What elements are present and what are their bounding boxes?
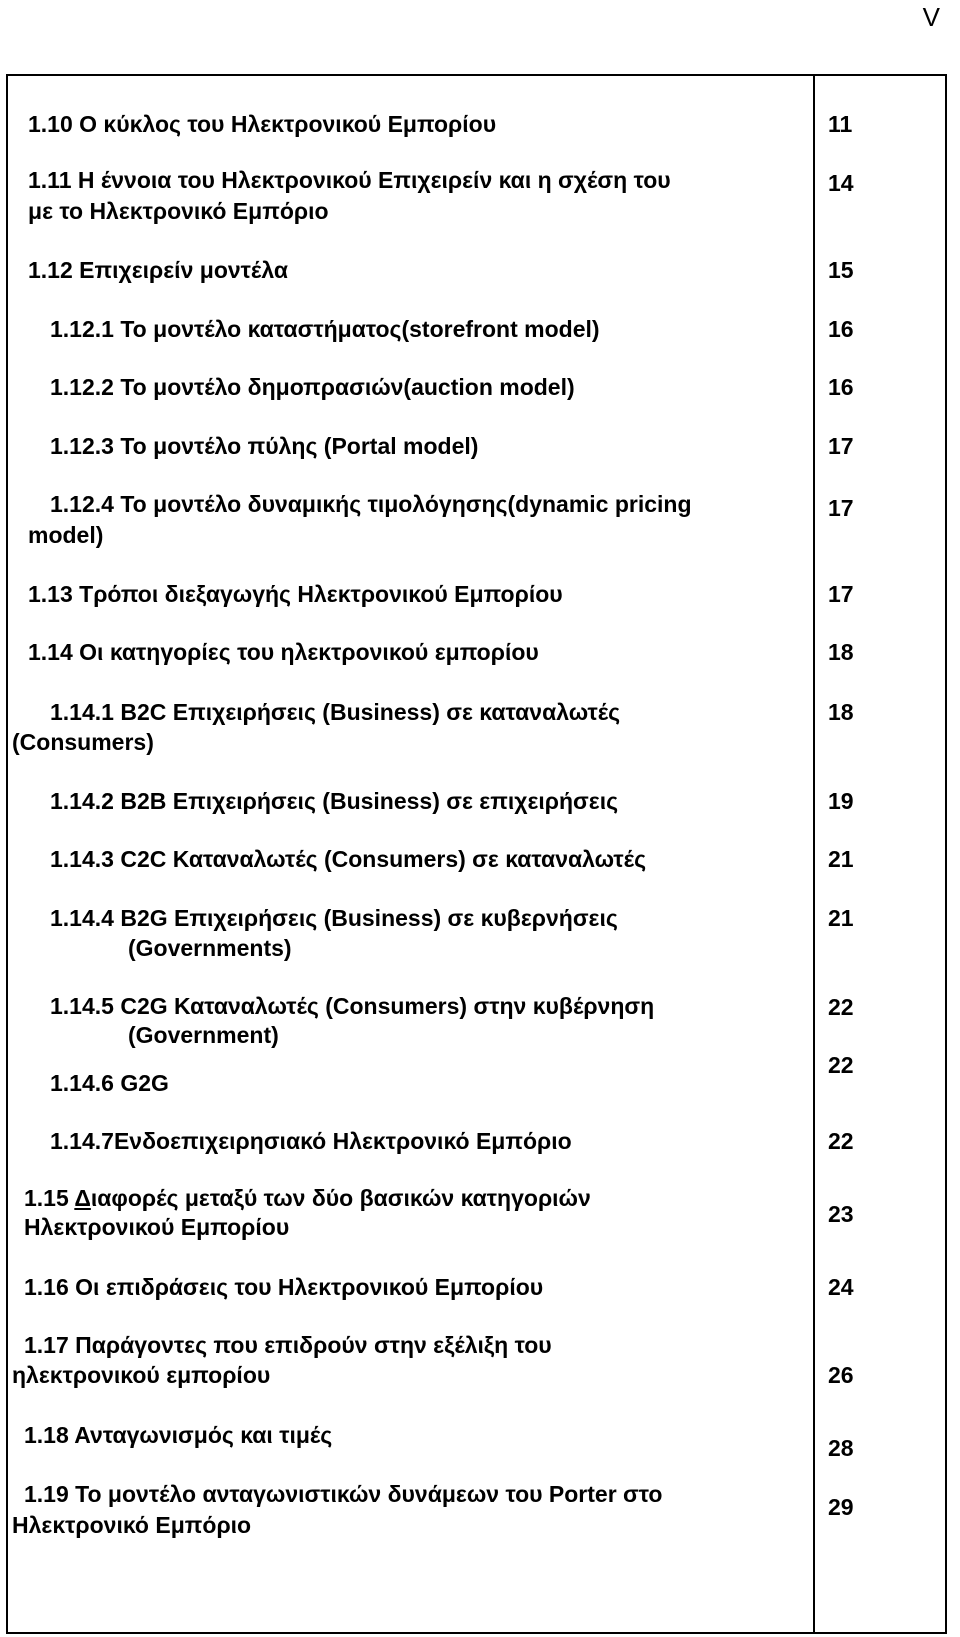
toc-entry-title: 1.12.3 Το μοντέλο πύλης (Portal model) [50,433,479,459]
toc-entry-title: 1.11 Η έννοια του Ηλεκτρονικού Επιχειρείν και η σχέση του [28,167,671,193]
toc-entry-title: 1.14.5 C2G Καταναλωτές (Consumers) στην κυβέρνηση [50,993,655,1019]
toc-entry-title-cont: (Governments) [128,935,292,961]
toc-entry-title: 1.10 Ο κύκλος του Ηλεκτρονικού Εμπορίου [28,111,497,137]
toc-entry-title: 1.12.1 Το μοντέλο καταστήματος(storefront model) [50,316,600,342]
toc-entry-prefix: 1.15 Διαφορές μεταξύ των δύο βασικών κατηγοριών [24,1185,591,1211]
toc-entry-title: 1.14.6 G2G [50,1070,169,1096]
toc-entry-page: 21 [828,905,854,931]
toc-entry-page: 26 [828,1362,854,1388]
toc-entry-title: 1.14.2 B2B Επιχειρήσεις (Business) σε επιχειρήσεις [50,788,619,814]
toc-entry-title-cont: (Government) [128,1022,279,1048]
toc-entry-page: 15 [828,257,854,283]
toc-entry-title: 1.14.1 B2C Επιχειρήσεις (Business) σε καταναλωτές [50,699,621,725]
toc-entry-title-cont: ηλεκτρονικού εμπορίου [12,1362,271,1388]
toc-entry-title: 1.12.2 Το μοντέλο δημοπρασιών(auction model) [50,374,575,400]
toc-entry-page: 28 [828,1435,854,1461]
toc-entry-page: 23 [828,1201,854,1227]
toc-entry-page: 11 [828,111,853,137]
toc-entry-title: 1.12.4 Το μοντέλο δυναμικής τιμολόγησης(dynamic pricing [50,491,692,517]
toc-entry-page: 17 [828,581,854,607]
toc-entry-page: 17 [828,495,854,521]
underlined-letter: Δ [74,1185,91,1211]
toc-entry-title: 1.14.4 B2G Επιχειρήσεις (Business) σε κυβερνήσεις [50,905,618,931]
page-number: V [922,2,940,32]
toc-entry-title: 1.12 Επιχειρείν μοντέλα [28,257,288,283]
toc-entry-page: 19 [828,788,854,814]
toc-entry-title-cont: Ηλεκτρονικού Εμπορίου [24,1214,290,1240]
toc-entry-page: 18 [828,699,854,725]
toc-entry-title: 1.14 Οι κατηγορίες του ηλεκτρονικού εμπορίου [28,639,539,665]
toc-column-divider [813,74,815,1634]
toc-entry-title: 1.17 Παράγοντες που επιδρούν στην εξέλιξη του [24,1332,552,1358]
toc-entry-title: 1.19 Το μοντέλο ανταγωνιστικών δυνάμεων του Porter στο [24,1481,663,1507]
toc-entry-title [24,1183,591,1213]
toc-entry-title-cont: Ηλεκτρονικό Εμπόριο [12,1512,252,1538]
toc-entry-page: 16 [828,374,854,400]
toc-entry-title-cont: με το Ηλεκτρονικό Εμπόριο [28,198,329,224]
toc-entry-title-cont: (Consumers) [12,729,154,755]
toc-entry-title: 1.16 Οι επιδράσεις του Ηλεκτρονικού Εμπορίου [24,1274,544,1300]
toc-entry-title-cont: model) [28,522,104,548]
toc-entry-page: 18 [828,639,854,665]
toc-entry-page: 17 [828,433,854,459]
toc-entry-page: 16 [828,316,854,342]
toc-entry-page: 22 [828,1128,854,1154]
toc-entry-title: 1.18 Ανταγωνισμός και τιμές [24,1422,333,1448]
toc-entry-page: 29 [828,1494,854,1520]
toc-entry-title: 1.13 Τρόποι διεξαγωγής Ηλεκτρονικού Εμπορίου [28,581,563,607]
toc-entry-title: 1.14.3 C2C Καταναλωτές (Consumers) σε καταναλωτές [50,846,647,872]
toc-entry-page: 22 [828,994,854,1020]
toc-entry-page: 21 [828,846,854,872]
toc-entry-page: 14 [828,170,854,196]
toc-entry-page: 22 [828,1052,854,1078]
toc-entry-title: 1.14.7Ενδοεπιχειρησιακό Ηλεκτρονικό Εμπόριο [50,1128,572,1154]
toc-entry-page: 24 [828,1274,854,1300]
